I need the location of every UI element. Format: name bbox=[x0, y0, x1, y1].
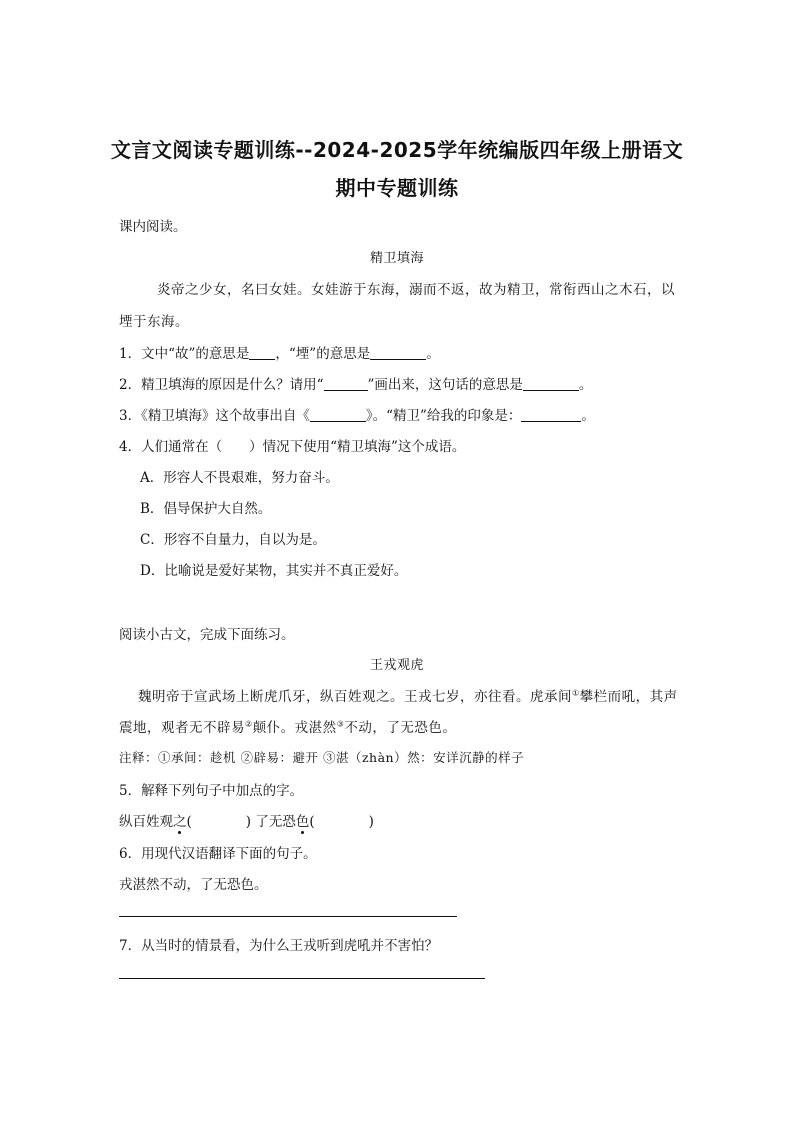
question-2-underline-sample bbox=[324, 376, 368, 391]
q5-item1-answer-paren[interactable]: ( ) bbox=[186, 814, 252, 830]
question-4-option-a[interactable]: A．形容人不畏艰难，努力奋斗。 bbox=[140, 470, 339, 486]
q5-item1-dotted-char: 之 bbox=[173, 810, 187, 830]
q5-item2-prefix: 了无恐 bbox=[255, 814, 296, 830]
passage2-title: 王戎观虎 bbox=[369, 658, 424, 673]
question-1-blank-2[interactable] bbox=[370, 345, 426, 360]
document-title-line2: 期中专题训练 bbox=[335, 176, 459, 200]
q5-item2-answer-paren[interactable]: ( ) bbox=[309, 814, 374, 830]
question-2-text-c: 。 bbox=[578, 377, 593, 393]
passage1-line1: 炎帝之少女，名曰女娃。女娃游于东海，溺而不返，故为精卫，常衔西山之木石，以 bbox=[157, 282, 675, 298]
footnote-marker-1: ① bbox=[572, 688, 580, 698]
question-2-blank[interactable] bbox=[523, 376, 579, 391]
passage2-line1 bbox=[138, 685, 678, 705]
passage2-line2-a: 震地，观者无不辟易 bbox=[119, 720, 245, 736]
footnote-marker-2: ② bbox=[245, 719, 253, 729]
passage2-line2 bbox=[119, 716, 456, 736]
question-2-text-b: ”画出来，这句话的意思是 bbox=[367, 377, 523, 393]
question-7-answer-line[interactable] bbox=[119, 978, 485, 979]
question-3-text-b: 》。“精卫”给我的印象是： bbox=[365, 408, 522, 424]
question-1-blank-1[interactable] bbox=[249, 345, 275, 360]
question-4-option-b[interactable]: B．倡导保护大自然。 bbox=[140, 501, 272, 517]
q5-item1-prefix: 纵百姓观 bbox=[119, 814, 173, 830]
section2-intro: 阅读小古文，完成下面练习。 bbox=[119, 627, 295, 643]
question-1-text-b: ，“堙”的意思是 bbox=[275, 346, 371, 362]
question-4-option-c[interactable]: C．形容不自量力，自以为是。 bbox=[140, 532, 326, 548]
question-1-text-c: 。 bbox=[426, 346, 440, 362]
question-3-text-c: 。 bbox=[581, 408, 595, 424]
question-6: 6．用现代汉语翻译下面的句子。 bbox=[119, 846, 317, 862]
question-5-items bbox=[119, 810, 374, 830]
question-5: 5．解释下列句子中加点的字。 bbox=[119, 783, 304, 799]
question-3 bbox=[119, 404, 595, 424]
question-4-option-d[interactable]: D．比喻说是爱好某物，其实并不真正爱好。 bbox=[140, 563, 408, 579]
question-1 bbox=[119, 342, 440, 362]
question-3-blank-2[interactable] bbox=[521, 407, 581, 422]
question-7: 7．从当时的情景看，为什么王戎听到虎吼并不害怕？ bbox=[119, 938, 439, 954]
passage2-notes: 注释：①承间：趁机 ②辟易：避开 ③湛（zhàn）然：安详沉静的样子 bbox=[119, 750, 525, 765]
footnote-marker-3: ③ bbox=[336, 719, 345, 729]
question-4: 4．人们通常在（ ）情况下使用“精卫填海”这个成语。 bbox=[119, 439, 466, 455]
passage1-line2: 堙于东海。 bbox=[119, 314, 189, 330]
question-1-text-a: 1．文中“故”的意思是 bbox=[119, 346, 250, 362]
passage2-line2-b: 颠仆。戎湛然 bbox=[252, 720, 337, 736]
question-3-text-a: 3．《精卫填海》这个故事出自《 bbox=[119, 408, 310, 424]
document-title-line1: 文言文阅读专题训练--2024-2025学年统编版四年级上册语文 bbox=[110, 138, 684, 162]
question-6-sentence: 戎湛然不动，了无恐色。 bbox=[119, 877, 268, 893]
q5-item2-dotted-char: 色 bbox=[296, 810, 310, 830]
question-2 bbox=[119, 373, 592, 393]
passage1-title: 精卫填海 bbox=[369, 251, 424, 266]
passage2-line1-a: 魏明帝于宣武场上断虎爪牙，纵百姓观之。王戎七岁，亦往看。虎承间 bbox=[138, 689, 572, 705]
question-2-text-a: 2．精卫填海的原因是什么？请用“ bbox=[119, 377, 324, 393]
passage2-line2-c: 不动，了无恐色。 bbox=[344, 720, 457, 736]
passage2-line1-b: 攀栏而吼，其声 bbox=[579, 689, 678, 705]
question-6-answer-line[interactable] bbox=[119, 916, 457, 917]
question-3-blank-1[interactable] bbox=[310, 407, 366, 422]
section1-intro: 课内阅读。 bbox=[119, 219, 187, 235]
